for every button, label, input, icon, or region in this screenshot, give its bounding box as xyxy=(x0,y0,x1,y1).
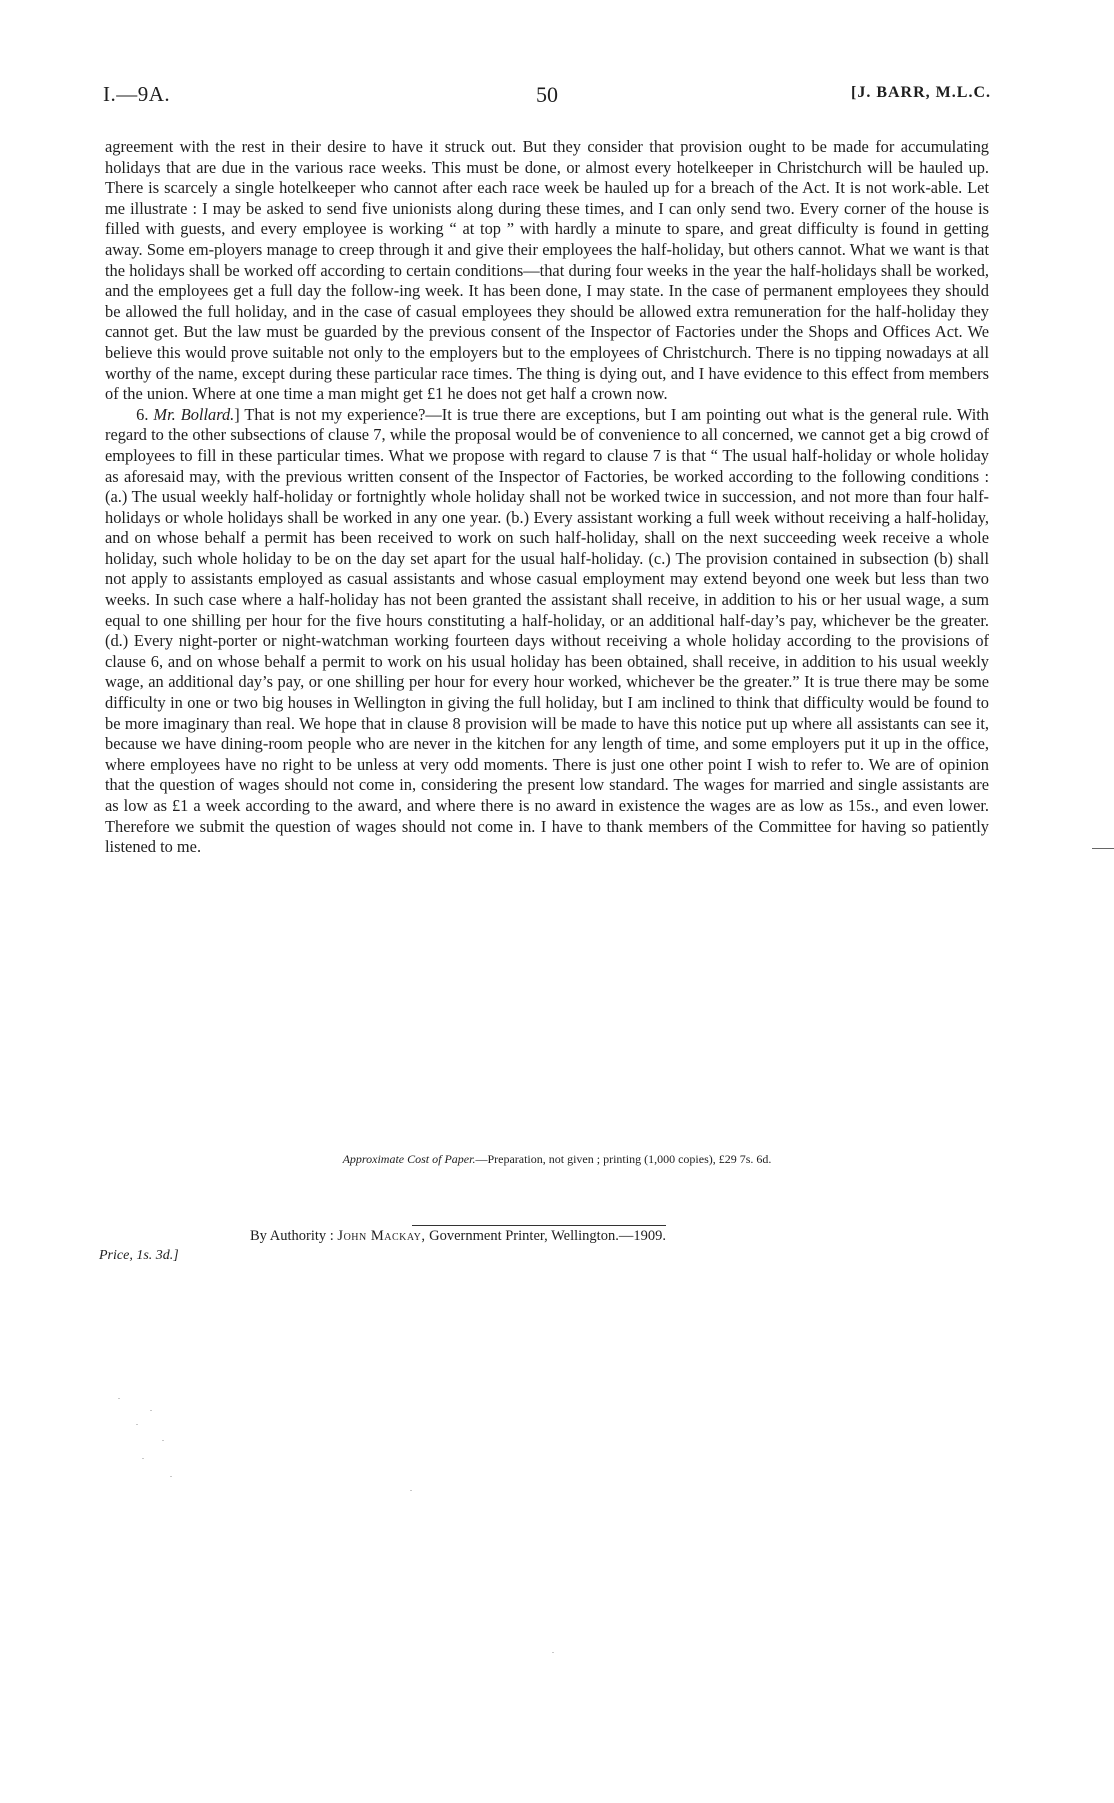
authority-suffix: Government Printer, Wellington.—1909. xyxy=(429,1228,666,1244)
paper-speck xyxy=(142,1458,144,1459)
cost-text: —Preparation, not given ; printing (1,000 copies), £29 7s. 6d. xyxy=(475,1152,772,1166)
page-number: 50 xyxy=(536,82,558,107)
paper-speck xyxy=(170,1476,172,1477)
question-text: ] That is not my experience? xyxy=(234,404,426,424)
paper-speck xyxy=(162,1440,164,1441)
authority-prefix: By Authority : xyxy=(250,1228,334,1244)
paper-speck xyxy=(552,1652,554,1653)
series-reference: I.—9A. xyxy=(103,82,171,106)
divider-rule xyxy=(412,1225,666,1226)
answer-text: —It is true there are exceptions, but I am pointing out what is the general rule. With regard to the other subsections of clause 7, while the proposal would be of convenience to all concerned, we cannot get a big crowd of employees to fill in these particular times. What we propose with regard to clause 7 is that “ The usual half-holiday or whole holiday as aforesaid may, with the previous written consent of the Inspector of Factories, be worked according to the following conditions : (a.) The usual weekly half-holiday or fortnightly whole holiday shall not be worked twice in succession, and not more than four half-holidays or whole holidays shall be worked in any one year. (b.) Every assistant working a full week without receiving a half-holiday, and on whose behalf a permit has been received to work on such half-holiday, shall on the next succeeding week receive a whole holiday, such whole holiday to be on the day set apart for the usual half-holiday. (c.) The provision contained in subsection (b) shall not apply to assistants employed as casual assistants and whose casual employment may extend beyond one week but less than two weeks. In such case where a half-holiday has not been granted the assistant shall receive, in addition to his or her usual wage, a sum equal to one shilling per hour for the five hours constituting a half-holiday, or an additional half-day’s pay, whichever be the greater. (d.) Every night-porter or night-watchman working fourteen days without receiving a whole holiday according to the provisions of clause 6, and on whose behalf a permit to work on his usual holiday has been obtained, shall receive, in addition to his usual weekly wage, an additional day’s pay, or one shilling per hour for every hour worked, whichever be the greater.” It is true there may be some difficulty in one or two big houses in Wellington in giving the full holiday, but I am inclined to think that difficulty would be found to be more imaginary than real. We hope that in clause 8 provision will be made to have this notice put up where all assistants can see it, because we have dining-room people who are never in the kitchen for any length of time, and some employers put it up in the office, where employees have no right to be unless at very odd moments. There is just one other point I wish to refer to. We are of opinion that the question of wages should not come in, considering the present low standard. The wages for married and single assistants are as low as £1 a week according to the award, and where there is no award in existence the wages are as low as 15s., and even lower. Therefore we submit the question of wages should not come in. I have to thank members of the Committee for having so patiently listened to me. xyxy=(105,404,990,857)
page-header xyxy=(103,82,991,116)
speaker-name: Mr. Bollard. xyxy=(153,404,235,424)
paper-speck xyxy=(118,1398,120,1399)
margin-mark xyxy=(1092,848,1114,849)
witness-name: [J. BARR, M.L.C. xyxy=(851,84,991,101)
cost-of-paper xyxy=(0,1152,1114,1167)
price-note: Price, 1s. 3d.] xyxy=(99,1248,179,1263)
paper-speck xyxy=(136,1424,138,1425)
question-number: 6. xyxy=(136,404,149,424)
printer-name: John Mackay, xyxy=(337,1228,426,1244)
cost-label: Approximate Cost of Paper. xyxy=(342,1152,476,1166)
body-text xyxy=(105,137,989,858)
paragraph-question-6 xyxy=(105,405,989,858)
paper-speck xyxy=(410,1490,412,1491)
printer-authority xyxy=(250,1228,850,1245)
paragraph-continuation: agreement with the rest in their desire to have it struck out. But they consider that provision ought to be made for accumulating holidays that are due in the various race weeks. This must be done, or almost every hotelkeeper in Christchurch will be hauled up. There is scarcely a single hotelkeeper who cannot after each race week be hauled up for a breach of the Act. It is not work-able. Let me illustrate : I may be asked to send five unionists along during these times, and I can only send two. Every corner of the house is filled with guests, and every employee is working “ at top ” with hardly a minute to spare, and great difficulty is found in getting away. Some em-ployers manage to creep through it and give their employees the half-holiday, but others cannot. What we want is that the holidays shall be worked off according to certain conditions—that during four weeks in the year the half-holidays shall be worked, and the employees get a full day the follow-ing week. It has been done, I may state. In the case of permanent employees they should be allowed the full holiday, and in the case of casual employees they should be allowed extra remuneration for the half-holiday they cannot get. But the law must be guarded by the previous consent of the Inspector of Factories under the Shops and Offices Act. We believe this would prove suitable not only to the employers but to the employees of Christchurch. There is no tipping nowadays at all worthy of the name, except during these particular race times. The thing is dying out, and I have evidence to this effect from members of the union. Where at one time a man might get £1 he does not get half a crown now. xyxy=(105,137,989,404)
paper-speck xyxy=(150,1410,152,1411)
